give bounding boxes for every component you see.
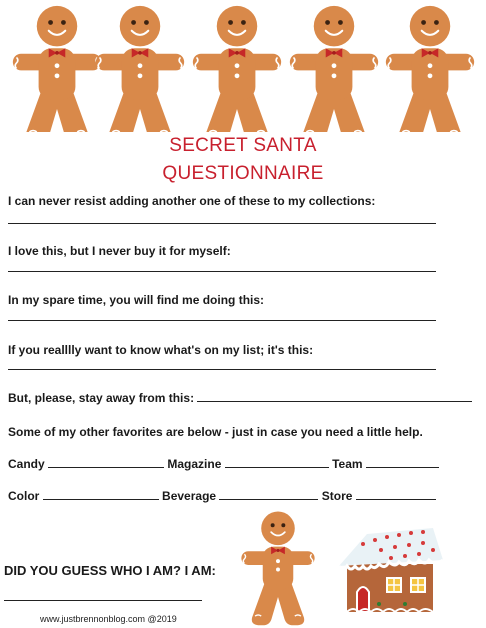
title-line-1: SECRET SANTA [169,135,317,156]
magazine-label: Magazine [167,457,222,471]
answer-line-3[interactable] [8,320,436,321]
store-label: Store [321,489,353,503]
favorites-intro: Some of my other favorites are below - just in case you need a little help. [8,425,423,439]
signature-line[interactable] [4,600,202,601]
favorites-row-2 [8,489,436,503]
stay-away-label: But, please, stay away from this: [8,391,195,405]
stay-away-row [8,391,472,405]
gingerbread-man-icon [13,6,101,132]
question-3: In my spare time, you will find me doing this: [8,293,265,307]
answer-line-4[interactable] [8,369,436,370]
favorites-row-1 [8,457,439,471]
beverage-line[interactable] [219,489,318,500]
gingerbread-house-icon [333,520,445,616]
gingerbread-man-icon [96,6,184,132]
answer-line-2[interactable] [8,271,436,272]
gingerbread-man-icon [386,6,474,132]
candy-label: Candy [8,457,45,471]
team-line[interactable] [366,457,439,468]
gingerbread-man-icon [290,6,378,132]
question-4: If you realllly want to know what's on my list; it's this: [8,343,314,357]
question-1: I can never resist adding another one of these to my collections: [8,194,376,208]
team-label: Team [332,457,363,471]
footer-credit: www.justbrennonblog.com @2019 [40,614,177,624]
color-line[interactable] [43,489,159,500]
candy-line[interactable] [48,457,164,468]
beverage-label: Beverage [162,489,217,503]
guess-prompt: DID YOU GUESS WHO I AM? I AM: [4,563,216,578]
gingerbread-man-icon [193,6,281,132]
answer-line-1[interactable] [8,223,436,224]
store-line[interactable] [356,489,436,500]
gingerbread-garland [0,0,486,132]
color-label: Color [8,489,40,503]
stay-away-line[interactable] [197,391,472,402]
title-line-2: QUESTIONNAIRE [162,163,324,184]
gingerbread-man-icon [230,510,326,626]
magazine-line[interactable] [225,457,329,468]
question-2: I love this, but I never buy it for myself: [8,244,231,258]
